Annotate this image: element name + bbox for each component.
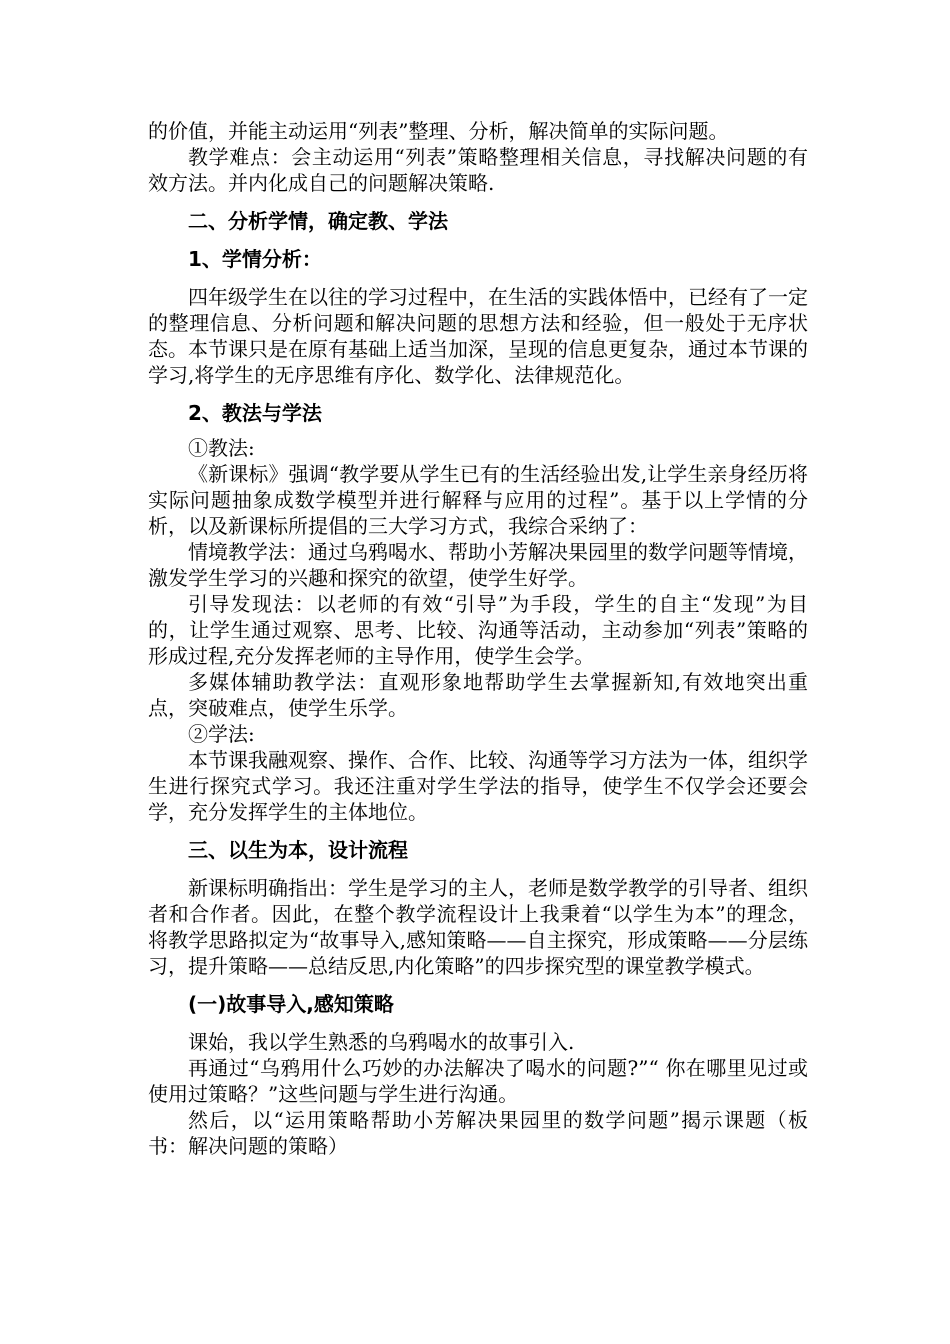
subheading-teaching-methods: 2、教法与学法 bbox=[188, 401, 322, 425]
subheading-learning-analysis: 1、学情分析： bbox=[188, 247, 322, 271]
paragraph-new-curriculum: 《新课标》强调“教学要从学生已有的生活经验出发,让学生亲身经历将实际问题抽象成数学模型并进行解释与应用的过程”。基于以上学情的分析，以及新课标所提倡的三大学习方式，我综合采纳了： bbox=[148, 462, 808, 538]
paragraph-reveal-topic: 然后，以“运用策略帮助小芳解决果园里的数学问题”揭示课题（板书：解决问题的策略） bbox=[148, 1108, 808, 1158]
paragraph-lesson-start: 课始，我以学生熟悉的乌鸦喝水的故事引入. bbox=[188, 1030, 575, 1054]
paragraph-questions: 再通过“乌鸦用什么巧妙的办法解决了喝水的问题?”“ 你在哪里见过或使用过策略？”这些问题与学生进行沟通。 bbox=[148, 1056, 808, 1106]
paragraph-learning-method-label: ②学法: bbox=[188, 722, 255, 746]
paragraph-learning-analysis: 四年级学生在以往的学习过程中，在生活的实践体悟中，已经有了一定的整理信息、分析问题和解决问题的思想方法和经验，但一般处于无序状态。本节课只是在原有基础上适当加深，呈现的信息更复杂，通过本节课的学习,将学生的无序思维有序化、数学化、法律规范化。 bbox=[148, 285, 808, 387]
paragraph-situational-method: 情境教学法：通过乌鸦喝水、帮助小芳解决果园里的数学问题等情境，激发学生学习的兴趣和探究的欲望，使学生好学。 bbox=[148, 540, 808, 590]
paragraph-learning-method: 本节课我融观察、操作、合作、比较、沟通等学习方法为一体，组织学生进行探究式学习。我还注重对学生学法的指导，使学生不仅学会还要会学，充分发挥学生的主体地位。 bbox=[148, 748, 808, 824]
paragraph-multimedia-method: 多媒体辅助教学法：直观形象地帮助学生去掌握新知,有效地突出重点，突破难点，使学生乐学。 bbox=[148, 670, 808, 720]
subheading-story-intro: (一)故事导入,感知策略 bbox=[188, 992, 394, 1016]
paragraph-guided-discovery: 引导发现法：以老师的有效“引导”为手段，学生的自主“发现”为目的，让学生通过观察、思考、比较、沟通等活动，主动参加“列表”策略的形成过程,充分发挥老师的主导作用，使学生会学。 bbox=[148, 592, 808, 668]
section-heading-3: 三、以生为本，设计流程 bbox=[188, 838, 408, 862]
document-page bbox=[148, 118, 808, 1159]
section-heading-2: 二、分析学情，确定教、学法 bbox=[188, 209, 448, 233]
paragraph: 的价值，并能主动运用“列表”整理、分析，解决简单的实际问题。 bbox=[148, 119, 729, 143]
paragraph-curriculum-design: 新课标明确指出：学生是学习的主人，老师是数学教学的引导者、组织者和合作者。因此，在整个教学流程设计上我秉着“以学生为本”的理念，将教学思路拟定为“故事导入,感知策略——自主探究，形成策略——分层练习，提升策略——总结反思,内化策略”的四步探究型的课堂教学模式。 bbox=[148, 876, 808, 978]
paragraph-teaching-method-label: ①教法: bbox=[188, 436, 255, 460]
paragraph-teaching-difficulty: 教学难点：会主动运用“列表”策略整理相关信息，寻找解决问题的有效方法。并内化成自己的问题解决策略. bbox=[148, 145, 808, 195]
